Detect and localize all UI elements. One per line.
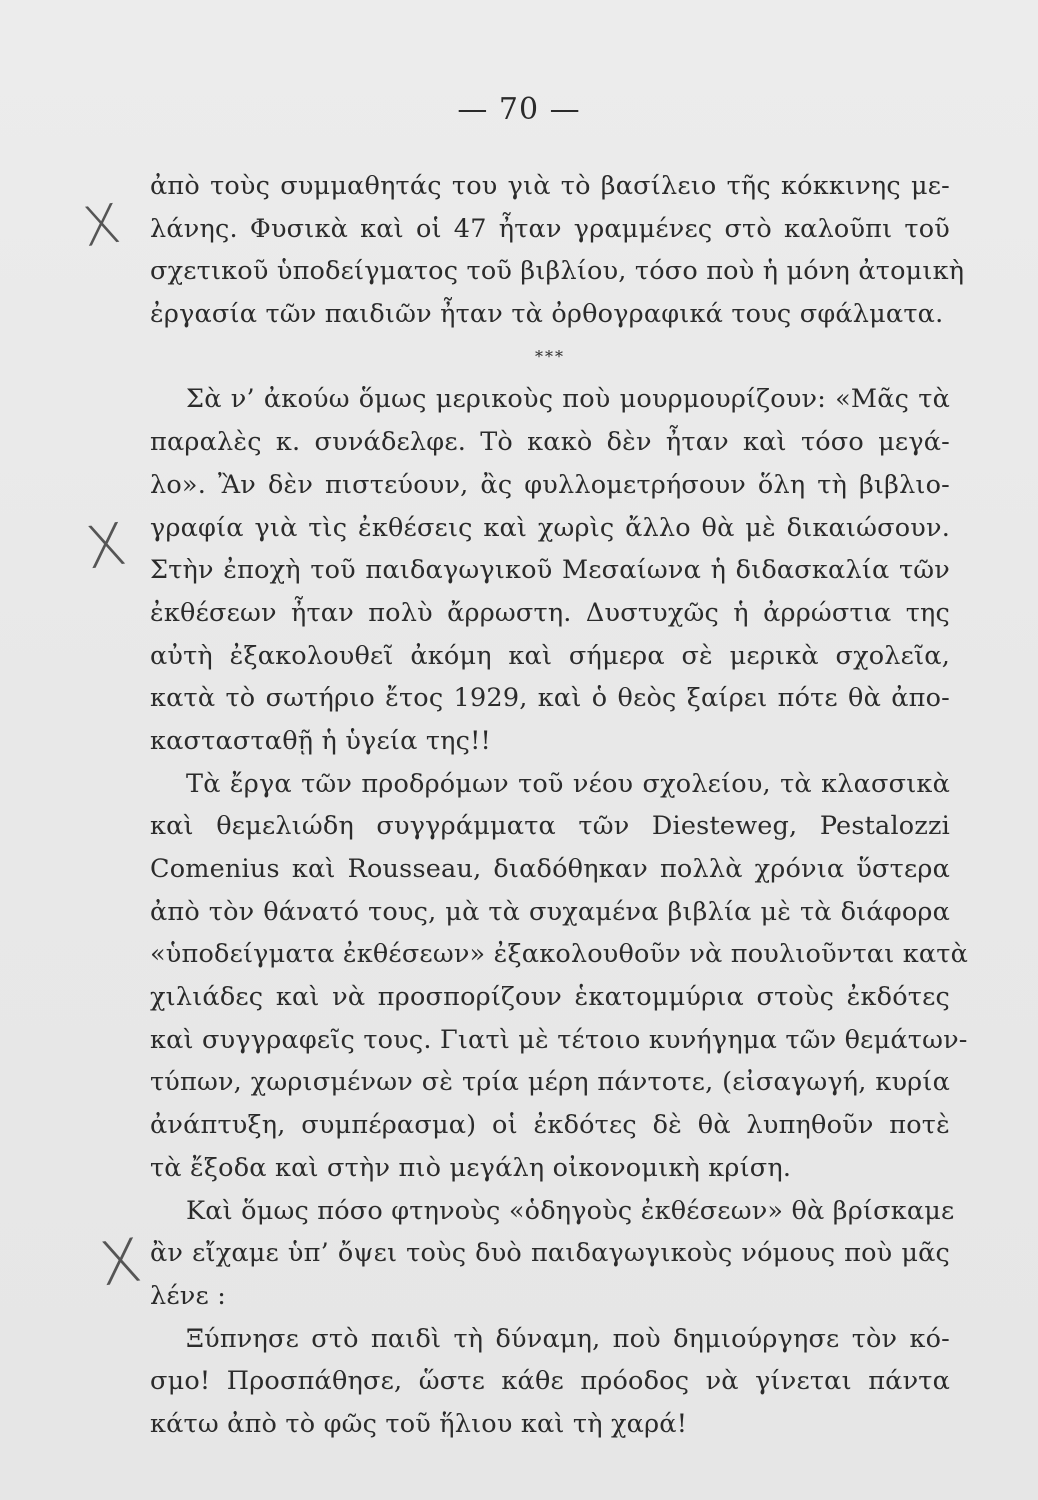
margin-x-mark: X (81, 509, 131, 583)
text-line: Στὴν ἐποχὴ τοῦ παιδαγωγικοῦ Μεσαίωνα ἡ διδασκαλία τῶν (150, 555, 950, 586)
text-line: κατὰ τὸ σωτήριο ἔτος 1929, καὶ ὁ θεὸς ξαίρει πότε θὰ ἀπο- (150, 683, 950, 714)
text-line: λάνης. Φυσικὰ καὶ οἱ 47 ἦταν γραμμένες στὸ καλοῦπι τοῦ (150, 213, 950, 244)
text-line: τύπων, χωρισμένων σὲ τρία μέρη πάντοτε, (εἰσαγωγή, κυρία (150, 1067, 950, 1098)
text-line: «ὑποδείγματα ἐκθέσεων» ἐξακολουθοῦν νὰ πουλιοῦνται κατὰ (150, 939, 968, 970)
text-line: λένε : (150, 1280, 226, 1311)
text-line: λο». Ἂν δὲν πιστεύουν, ἂς φυλλομετρήσουν ὅλη τὴ βιβλιο- (150, 469, 950, 500)
margin-x-mark: X (78, 191, 125, 260)
text-line: σμο! Προσπάθησε, ὥστε κάθε πρόοδος νὰ γίνεται πάντα (150, 1366, 950, 1397)
text-line: Σὰ ν’ ἀκούω ὅμως μερικοὺς ποὺ μουρμουρίζουν: «Μᾶς τὰ (186, 384, 950, 415)
text-line: τὰ ἔξοδα καὶ στὴν πιὸ μεγάλη οἰκονομικὴ κρίση. (150, 1152, 792, 1183)
section-separator: *** (535, 346, 565, 366)
text-line: Καὶ ὅμως πόσο φτηνοὺς «ὁδηγοὺς ἐκθέσεων» θὰ βρίσκαμε (186, 1195, 955, 1226)
text-line: Τὰ ἔργα τῶν προδρόμων τοῦ νέου σχολείου, τὰ κλασσικὰ (186, 768, 950, 799)
text-line: ἐκθέσεων ἦταν πολὺ ἄρρωστη. Δυστυχῶς ἡ ἀρρώστια της (150, 597, 950, 628)
text-line: ἀπὸ τοὺς συμμαθητάς του γιὰ τὸ βασίλειο τῆς κόκκινης με- (150, 171, 950, 201)
text-line: καὶ θεμελιώδη συγγράμματα τῶν Diesteweg, Pestalozzi (150, 811, 950, 842)
margin-x-mark: X (95, 1225, 146, 1301)
text-line: ἀπὸ τὸν θάνατό τους, μὰ τὰ συχαμένα βιβλία μὲ τὰ διάφορα (150, 896, 950, 927)
text-line: Ξύπνησε στὸ παιδὶ τὴ δύναμη, ποὺ δημιούργησε τὸν κό- (186, 1323, 950, 1354)
text-line: αὐτὴ ἐξακολουθεῖ ἀκόμη καὶ σήμερα σὲ μερικὰ σχολεῖα, (150, 640, 950, 671)
text-line: σχετικοῦ ὑποδείγματος τοῦ βιβλίου, τόσο ποὺ ἡ μόνη ἀτομικὴ (150, 256, 965, 287)
text-line: κάτω ἀπὸ τὸ φῶς τοῦ ἥλιου καὶ τὴ χαρά! (150, 1408, 688, 1439)
text-line: καστασταθῇ ἡ ὑγεία της!! (150, 725, 491, 756)
text-line: ἀνάπτυξη, συμπέρασμα) οἱ ἐκδότες δὲ θὰ λυπηθοῦν ποτὲ (150, 1110, 950, 1141)
text-line: παραλὲς κ. συνάδελφε. Τὸ κακὸ δὲν ἦταν καὶ τόσο μεγά- (150, 427, 950, 458)
body-text (150, 165, 968, 1446)
text-line: ἐργασία τῶν παιδιῶν ἦταν τὰ ὀρθογραφικά τους σφάλματα. (150, 299, 944, 330)
text-line: Comenius καὶ Rousseau, διαδόθηκαν πολλὰ χρόνια ὕστερα (150, 854, 950, 884)
text-line: χιλιάδες καὶ νὰ προσπορίζουν ἑκατομμύρια στοὺς ἐκδότες (150, 982, 950, 1013)
text-line: ἂν εἴχαμε ὑπ’ ὄψει τοὺς δυὸ παιδαγωγικοὺς νόμους ποὺ μᾶς (150, 1238, 950, 1269)
page-number: — 70 — (457, 92, 581, 127)
text-line: γραφία γιὰ τὶς ἐκθέσεις καὶ χωρὶς ἄλλο θὰ μὲ δικαιώσουν. (150, 512, 950, 543)
text-line: καὶ συγγραφεῖς τους. Γιατὶ μὲ τέτοιο κυνήγημα τῶν θεμάτων- (150, 1024, 968, 1055)
